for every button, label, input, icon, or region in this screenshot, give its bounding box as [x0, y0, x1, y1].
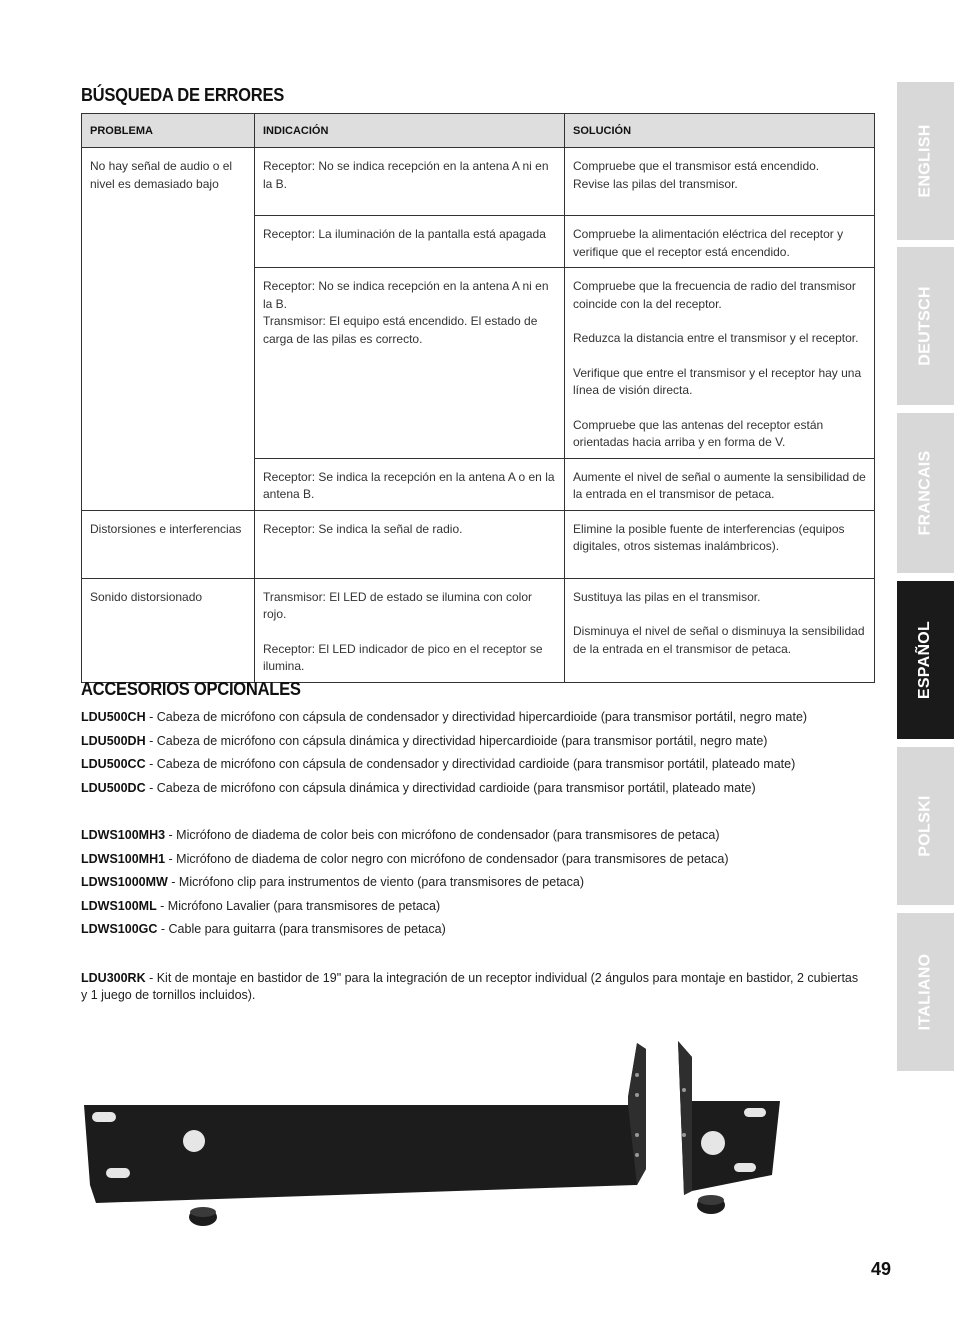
accessory-code: LDU500CH: [81, 710, 146, 724]
list-item: [81, 895, 861, 919]
solution-cell: [565, 148, 875, 216]
solution-text: Aumente el nivel de señal o aumente la sensibilidad de la entrada en el transmisor de petaca.: [573, 469, 866, 501]
solution-cell: [565, 268, 875, 459]
solution-cell: [565, 216, 875, 268]
solution-cell: [565, 578, 875, 682]
accessories-heading: ACCESORIOS OPCIONALES: [81, 679, 301, 699]
accessory-code: LDWS1000MW: [81, 875, 168, 889]
problem-cell: Distorsiones e interferencias: [82, 510, 255, 578]
tab-label: FRANCAIS: [916, 450, 934, 536]
rack-ear-long: [84, 1043, 646, 1203]
solution-text: Compruebe que el transmisor está encendido.: [573, 159, 820, 173]
solution-text: Compruebe que las antenas del receptor están orientadas hacia arriba y en forma de V.: [573, 417, 824, 449]
indication-text: Receptor: No se indica recepción en la antena A ni en la B.: [263, 159, 549, 191]
accessory-description: - Cable para guitarra (para transmisores de petaca): [157, 922, 446, 936]
indication-text: Receptor: La iluminación de la pantalla está apagada: [263, 227, 546, 241]
list-item: [81, 871, 861, 895]
rack-ear-short: [678, 1041, 780, 1195]
indication-text: Receptor: Se indica la recepción en la antena A o en la antena B.: [263, 469, 555, 501]
accessory-code: LDU500DH: [81, 733, 146, 748]
indication-text: Receptor: Se indica la señal de radio.: [263, 521, 463, 536]
accessory-description: - Cabeza de micrófono con cápsula dinámica y directividad cardioide (para transmisor portátil, plateado mate): [145, 780, 756, 795]
tab-label: POLSKI: [916, 795, 934, 857]
solution-text: Compruebe que la frecuencia de radio del transmisor coincide con la del receptor.: [573, 279, 856, 311]
list-item: [81, 824, 861, 848]
list-item: [81, 706, 861, 730]
tab-label: DEUTSCH: [916, 286, 934, 366]
indication-cell: [255, 268, 565, 459]
header-indication: INDICACIÓN: [255, 114, 565, 148]
accessory-description: - Cabeza de micrófono con cápsula de condensador y directividad cardioide (para transmisor portátil, plateado mate): [145, 757, 796, 771]
page-number: 49: [871, 1259, 892, 1279]
accessory-code: LDU500CC: [81, 757, 146, 771]
accessory-description: - Kit de montaje en bastidor de 19" para la integración de un receptor individual (2 ángulos para montaje en bastidor, 2 cubiertas y 1 juego de tornillos incluidos).: [81, 970, 859, 1002]
solution-text: Revise las pilas del transmisor.: [573, 176, 738, 191]
tab-francais[interactable]: [897, 413, 954, 573]
troubleshooting-heading: BÚSQUEDA DE ERRORES: [81, 85, 285, 105]
problem-cell: Sonido distorsionado: [82, 578, 255, 682]
tab-label: ESPAÑOL: [916, 620, 934, 700]
rack-mount-kit-image: [80, 1035, 790, 1235]
table-header-row: [82, 114, 875, 148]
accessory-description: - Cabeza de micrófono con cápsula dinámica y directividad hipercardioide (para transmisor portátil, negro mate): [145, 733, 768, 748]
tab-label: ENGLISH: [916, 124, 934, 198]
solution-text: Compruebe la alimentación eléctrica del receptor y verifique que el receptor está encendido.: [573, 227, 844, 259]
list-item: [81, 848, 861, 872]
accessory-code: LDU500DC: [81, 780, 146, 795]
indication-text: Receptor: El LED indicador de pico en el receptor se ilumina.: [263, 641, 543, 673]
list-item: [81, 753, 861, 777]
accessory-description: - Micrófono clip para instrumentos de viento (para transmisores de petaca): [167, 875, 584, 889]
accessory-description: - Cabeza de micrófono con cápsula de condensador y directividad hipercardioide (para transmisor portátil, negro mate): [145, 710, 808, 724]
tab-italiano[interactable]: [897, 913, 954, 1071]
table-row: [82, 148, 875, 216]
indication-cell: [255, 510, 565, 578]
indication-text: Transmisor: El LED de estado se ilumina con color rojo.: [263, 589, 533, 621]
tab-deutsch[interactable]: [897, 247, 954, 405]
accessory-code: LDWS100ML: [81, 898, 157, 913]
accessories-list: [81, 706, 861, 1005]
solution-text: Reduzca la distancia entre el transmisor y el receptor.: [573, 331, 859, 345]
indication-text: Receptor: No se indica recepción en la antena A ni en la B.: [263, 279, 549, 311]
accessory-description: - Micrófono de diadema de color beis con micrófono de condensador (para transmisores de petaca): [165, 828, 720, 842]
list-item: [81, 777, 861, 801]
troubleshooting-table: [81, 113, 875, 683]
header-solution: SOLUCIÓN: [565, 114, 875, 148]
list-item: [81, 918, 861, 942]
tab-polski[interactable]: [897, 747, 954, 905]
indication-cell: [255, 458, 565, 510]
table-row: [82, 510, 875, 578]
accessory-code: LDU300RK: [81, 970, 146, 985]
accessory-code: LDWS100MH3: [81, 828, 166, 842]
accessory-description: - Micrófono de diadema de color negro con micrófono de condensador (para transmisores de petaca): [165, 851, 729, 866]
solution-cell: [565, 458, 875, 510]
accessory-code: LDWS100MH1: [81, 851, 166, 866]
tab-english[interactable]: [897, 82, 954, 240]
solution-text: Disminuya el nivel de señal o disminuya la sensibilidad de la entrada en el transmisor de petaca.: [573, 624, 865, 656]
problem-cell: No hay señal de audio o el nivel es demasiado bajo: [82, 148, 255, 511]
indication-text: Transmisor: El equipo está encendido. El estado de carga de las pilas es correcto.: [263, 314, 538, 346]
indication-cell: [255, 148, 565, 216]
accessory-description: - Micrófono Lavalier (para transmisores de petaca): [156, 898, 441, 913]
solution-cell: [565, 510, 875, 578]
tab-espanol[interactable]: [897, 581, 954, 739]
indication-cell: [255, 578, 565, 682]
solution-text: Sustituya las pilas en el transmisor.: [573, 589, 761, 604]
solution-text: Elimine la posible fuente de interferencias (equipos digitales, otros sistemas inalámbricos).: [573, 521, 845, 553]
table-row: [82, 578, 875, 682]
list-item: [81, 966, 861, 1005]
solution-text: Verifique que entre el transmisor y el receptor hay una línea de visión directa.: [573, 365, 862, 397]
accessory-code: LDWS100GC: [81, 922, 158, 936]
list-item: [81, 730, 861, 754]
header-problem: PROBLEMA: [82, 114, 255, 148]
indication-cell: [255, 216, 565, 268]
tab-label: ITALIANO: [916, 953, 934, 1031]
